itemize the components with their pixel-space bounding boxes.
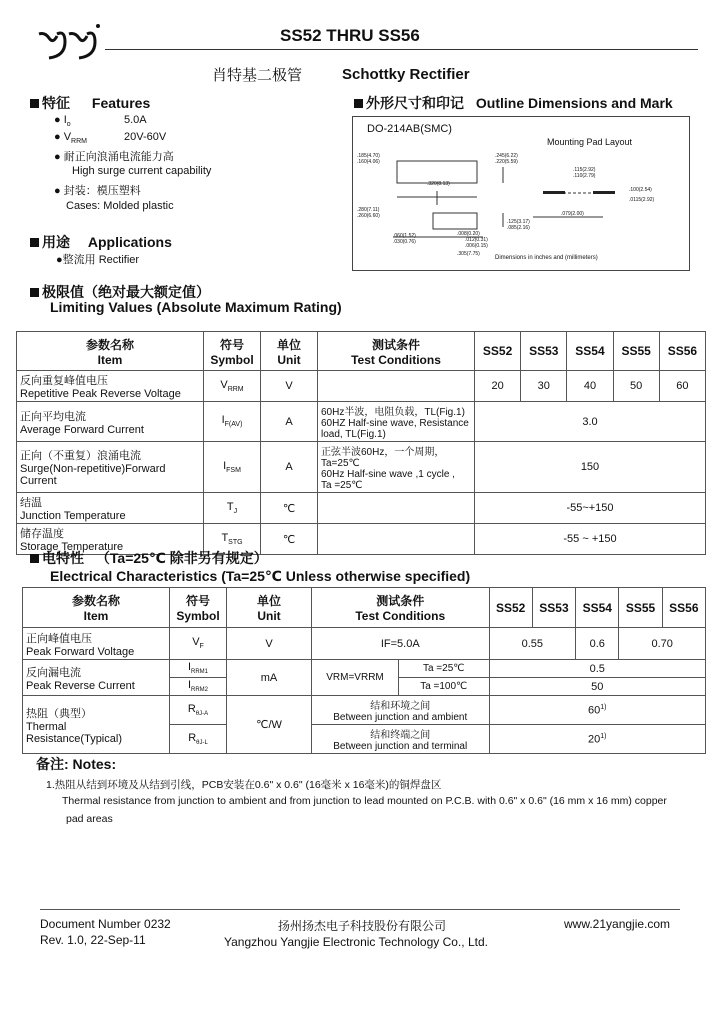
col-ss56: SS56 [659, 332, 705, 371]
table-row [17, 402, 706, 442]
cond-cell [318, 524, 475, 555]
symbol-cell [170, 628, 227, 660]
dim-20: .0115(2.92) [629, 197, 655, 203]
item-cn-text: 结温 [20, 497, 42, 509]
bullet-square-icon [30, 99, 39, 108]
symbol-en: Symbol [210, 352, 254, 367]
col-ss56: SS56 [662, 588, 705, 628]
dim-7: .060(1.52) [393, 233, 416, 239]
sym: I [221, 414, 225, 427]
col-item [23, 588, 170, 628]
item-cn-text: 反向重复峰值电压 [20, 375, 108, 387]
applications-heading-cn: 用途 [42, 234, 70, 250]
dim-19: .100(2.54) [629, 187, 652, 193]
value-cell: 0.5 [489, 660, 706, 678]
item-cn-text: 正向平均电流 [20, 410, 86, 423]
cond-en-text: 60Hz Half-sine wave ,1 cycle , [321, 469, 455, 480]
sym-sub: θJ-A [195, 711, 209, 718]
col-ss52: SS52 [475, 332, 521, 371]
item-cell [17, 493, 204, 524]
sym: V [220, 378, 228, 391]
symbol-cell [204, 402, 261, 442]
bullet-square-icon [30, 554, 39, 563]
unit-cell: A [261, 402, 318, 442]
vf-en: Peak Forward Voltage [26, 645, 135, 658]
value-cell: -55 ~ +150 [475, 524, 706, 555]
value-cell: 50 [489, 678, 706, 696]
sym-sub: STG [228, 539, 243, 547]
table-row [17, 493, 706, 524]
unit-cell: V [227, 628, 312, 660]
value-cell: 30 [521, 371, 567, 402]
value-cell: 150 [475, 442, 706, 493]
cond-cell [318, 402, 475, 442]
feature-io-value: 5.0A [124, 114, 147, 126]
unit-cell: mA [227, 660, 312, 696]
col-ss53: SS53 [532, 588, 575, 628]
dim-10: .260(6.60) [357, 213, 380, 219]
applications-heading-en: Applications [87, 234, 172, 250]
item-en: Item [97, 352, 123, 367]
electrical-cn-cond: （Ta=25℃ 除非另有规定） [95, 550, 268, 566]
sym: I [223, 459, 227, 472]
rja-value: 60 [588, 704, 601, 717]
cond-cell: Ta =25℃ [399, 660, 490, 678]
feature-surge-en: High surge current capability [72, 165, 212, 177]
application-item: ●整流用 Rectifier [56, 254, 140, 266]
dim-4: .220(5.59) [495, 159, 518, 165]
item-cell [23, 696, 170, 754]
surge-cn-text: 耐正向浪涌电流能力高 [63, 151, 174, 163]
dim-11: .125(3.17) [507, 219, 530, 225]
value-cell: 60 [659, 371, 705, 402]
sym-sub: RRM2 [191, 687, 209, 694]
item-cell [17, 371, 204, 402]
col-ss54: SS54 [567, 332, 613, 371]
dim-13: .305(7.75) [457, 251, 480, 257]
pad-layout-label: Mounting Pad Layout [547, 137, 633, 147]
cond-en-text-2: Ta =25℃ [321, 480, 363, 491]
cond-cell [318, 493, 475, 524]
feature-io: ● $I_o$ [54, 114, 71, 129]
rja-en: Between junction and ambient [333, 712, 468, 723]
cond-cell [312, 725, 490, 754]
sym: T [221, 531, 229, 544]
feature-surge-cn: ● 耐正向浪涌电流能力高 [54, 151, 174, 163]
rth-en-2: Resistance(Typical) [26, 732, 122, 745]
dim-14: .012(0.31) [465, 237, 488, 243]
col-symbol [170, 588, 227, 628]
cond-en: Test Conditions [355, 609, 446, 623]
dim-16: .079(2.00) [561, 211, 584, 217]
col-ss55: SS55 [613, 332, 659, 371]
sym-sub: θJ-L [196, 740, 208, 747]
bullet-square-icon [354, 99, 363, 108]
item-cell [23, 628, 170, 660]
item-cn: 参数名称 [71, 594, 120, 608]
cond-cn-text: 60Hz半波，电阻负载，TL(Fig.1) [321, 407, 465, 418]
outline-heading [354, 93, 673, 113]
item-cell [17, 402, 204, 442]
col-cond [318, 332, 475, 371]
unit-cell: V [261, 371, 318, 402]
symbol-cell [204, 442, 261, 493]
outline-heading-en: Outline Dimensions and Mark [475, 95, 673, 111]
item-en-text: Repetitive Peak Reverse Voltage [20, 388, 181, 400]
feature-case-cn: ● 封装：模压塑料 [54, 185, 141, 197]
sym-sub: RRM [227, 386, 244, 394]
package-label: DO-214AB(SMC) [367, 123, 452, 135]
symbol-cell [204, 371, 261, 402]
unit-cell: ℃/W [227, 696, 312, 754]
vf-cn: 正向峰值电压 [26, 632, 92, 645]
col-unit [227, 588, 312, 628]
features-heading-cn: 特征 [42, 95, 70, 111]
symbol-cell [170, 678, 227, 696]
sym: T [226, 500, 234, 513]
outline-diagram [352, 116, 690, 271]
outline-heading-cn: 外形尺寸和印记 [366, 95, 464, 111]
sym: I [187, 661, 192, 674]
value-cell [489, 696, 706, 725]
sym: I [187, 679, 192, 692]
col-ss54: SS54 [576, 588, 619, 628]
dim-2: .160(4.06) [357, 159, 380, 165]
feature-case-en: Cases: Molded plastic [66, 200, 174, 212]
value-cell: 3.0 [475, 402, 706, 442]
item-cell [17, 442, 204, 493]
notes-en-2: pad areas [66, 813, 113, 825]
company-cn: 扬州扬杰电子科技股份有限公司 [278, 919, 447, 933]
item-cn-text: 正向（不重复）浪涌电流 [20, 450, 141, 462]
electrical-table [22, 587, 706, 754]
value-cell: 0.6 [576, 628, 619, 660]
value-cell: 40 [567, 371, 613, 402]
value-cell: 50 [613, 371, 659, 402]
dim-17: .115(2.92) [573, 167, 596, 173]
vrrm-symbol: V [63, 131, 72, 143]
electrical-cn-text: 电特性 [42, 550, 84, 566]
rjt-value: 20 [588, 733, 601, 746]
col-symbol [204, 332, 261, 371]
cond-cell [318, 442, 475, 493]
dim-6: .008(0.20) [457, 231, 480, 237]
sym: V [192, 636, 200, 649]
value-cell: -55~+150 [475, 493, 706, 524]
unit-cell: A [261, 442, 318, 493]
rjt-en: Between junction and terminal [333, 741, 468, 752]
unit-cn: 单位 [256, 594, 281, 608]
value-cell: 20 [475, 371, 521, 402]
feature-vrrm-value: 20V-60V [124, 131, 167, 143]
note-mark: 1) [600, 732, 607, 740]
doc-number: Document Number 0232 [40, 917, 171, 931]
cond-cell [318, 371, 475, 402]
case-cn-text: 封装：模压塑料 [63, 185, 141, 197]
symbol-en: Symbol [176, 609, 220, 623]
applications-heading [30, 232, 172, 252]
footer-divider [40, 909, 680, 910]
unit-cell: ℃ [261, 493, 318, 524]
dim-15: .006(0.15) [465, 243, 488, 249]
limiting-cn-text: 极限值（绝对最大额定值） [42, 284, 210, 300]
symbol-cn: 符号 [219, 337, 244, 352]
item-cn: 参数名称 [85, 337, 134, 352]
ir-cn: 反向漏电流 [26, 666, 81, 679]
limiting-heading-en: Limiting Values (Absolute Maximum Rating) [50, 299, 342, 315]
sym-sub: FSM [226, 467, 241, 475]
cond-cn: 测试条件 [371, 337, 420, 352]
col-item [17, 332, 204, 371]
table-row [17, 371, 706, 402]
feature-vrrm: ● $V_{RRM}$ [54, 131, 87, 146]
table-row [23, 696, 706, 725]
app-cn: 整流用 [62, 254, 96, 266]
rth-en-1: Thermal [26, 720, 67, 733]
website-link[interactable]: www.21yangjie.com [564, 917, 671, 931]
note-mark: 1) [600, 703, 607, 711]
cond-cell [312, 696, 490, 725]
mounting-pad-right [593, 191, 615, 194]
symbol-cell [204, 493, 261, 524]
company-logo [35, 20, 103, 64]
sym-sub: J [233, 508, 238, 516]
dim-8: .030(0.76) [393, 239, 416, 245]
io-symbol: I [63, 114, 67, 126]
package-drawing [353, 117, 689, 270]
dim-9: .280(7.11) [357, 207, 380, 213]
sym: R [188, 731, 197, 744]
symbol-cell [170, 725, 227, 754]
bullet-square-icon [30, 288, 39, 297]
symbol-cell [170, 660, 227, 678]
unit-cell: ℃ [261, 524, 318, 555]
app-en: Rectifier [98, 254, 140, 266]
sym-sub: F(AV) [224, 421, 243, 429]
features-heading-en: Features [91, 95, 151, 111]
cond-cn: 测试条件 [376, 594, 425, 608]
value-cell: 0.70 [619, 628, 706, 660]
notes-en: Thermal resistance from junction to ambient and from junction to lead mounted on P.C.B. with 0.6" x 0.6" (16 mm x 16 mm) copper [62, 795, 667, 807]
cond-cell: IF=5.0A [312, 628, 490, 660]
sym: R [187, 702, 196, 715]
dim-1: .185(4.70) [357, 153, 380, 159]
bullet-square-icon [30, 238, 39, 247]
item-en-text: Average Forward Current [20, 423, 144, 436]
sym-sub: F [199, 643, 204, 651]
item-en-text: Storage Temperature [20, 541, 124, 553]
col-unit [261, 332, 318, 371]
mounting-pad-left [543, 191, 565, 194]
col-ss55: SS55 [619, 588, 662, 628]
company-en: Yangzhou Yangjie Electronic Technology Co., Ltd. [224, 935, 488, 949]
symbol-cn: 符号 [185, 594, 210, 608]
sym-sub: RRM1 [191, 669, 209, 676]
item-en-text: Surge(Non-repetitive)Forward Current [20, 463, 166, 487]
ir-en: Peak Reverse Current [26, 679, 135, 692]
rth-cn: 热阻（典型） [26, 707, 92, 720]
notes-heading: 备注: Notes: [36, 756, 117, 772]
outline-note: Dimensions in inches and (millimeters) [495, 255, 598, 261]
col-ss53: SS53 [521, 332, 567, 371]
cn-title: 肖特基二极管 [212, 66, 303, 84]
vrrm-sub: RRM [71, 138, 87, 146]
cond-cn-text: 正弦半波60Hz，一个周期，Ta=25℃ [321, 447, 445, 469]
features-heading [30, 93, 150, 113]
table-row [23, 628, 706, 660]
table-row [17, 442, 706, 493]
limiting-table [16, 331, 706, 555]
symbol-cell [170, 696, 227, 725]
io-sub: o [66, 121, 71, 129]
cond-cell: VRM=VRRM [312, 660, 399, 696]
en-title: Schottky Rectifier [342, 66, 470, 83]
col-cond [312, 588, 490, 628]
dim-3: .245(6.22) [495, 153, 518, 159]
cond-en-text: 60HZ Half-sine wave, Resistance load, TL(Fig.1) [321, 418, 469, 440]
electrical-heading-cn [30, 548, 268, 568]
unit-en: Unit [277, 352, 301, 367]
dim-18: .110(2.79) [573, 173, 596, 179]
dim-12: .085(2.16) [507, 225, 530, 231]
dim-5: .320(8.13) [427, 181, 450, 187]
rja-cn: 结和环境之间 [370, 701, 431, 712]
value-cell [489, 725, 706, 754]
revision: Rev. 1.0, 22-Sep-11 [40, 933, 146, 947]
col-ss52: SS52 [489, 588, 532, 628]
item-en-text: Junction Temperature [20, 510, 126, 522]
unit-en: Unit [257, 609, 281, 623]
cond-en: Test Conditions [351, 352, 441, 367]
unit-cn: 单位 [276, 337, 301, 352]
cond-cell: Ta =100℃ [399, 678, 490, 696]
value-cell: 0.55 [489, 628, 576, 660]
item-cell [23, 660, 170, 696]
rjt-cn: 结和终端之间 [370, 730, 431, 741]
item-cn-text: 储存温度 [20, 528, 64, 540]
header-divider [105, 49, 698, 50]
notes-cn: 1.热阻从结到环境及从结到引线，PCB安装在0.6" x 0.6" (16毫米 x 16毫米)的铜焊盘区 [46, 779, 442, 791]
page-title: SS52 THRU SS56 [280, 26, 420, 45]
item-en: Item [83, 609, 109, 623]
table-row [23, 660, 706, 678]
electrical-heading-en: Electrical Characteristics (Ta=25℃ Unless otherwise specified) [50, 568, 471, 584]
